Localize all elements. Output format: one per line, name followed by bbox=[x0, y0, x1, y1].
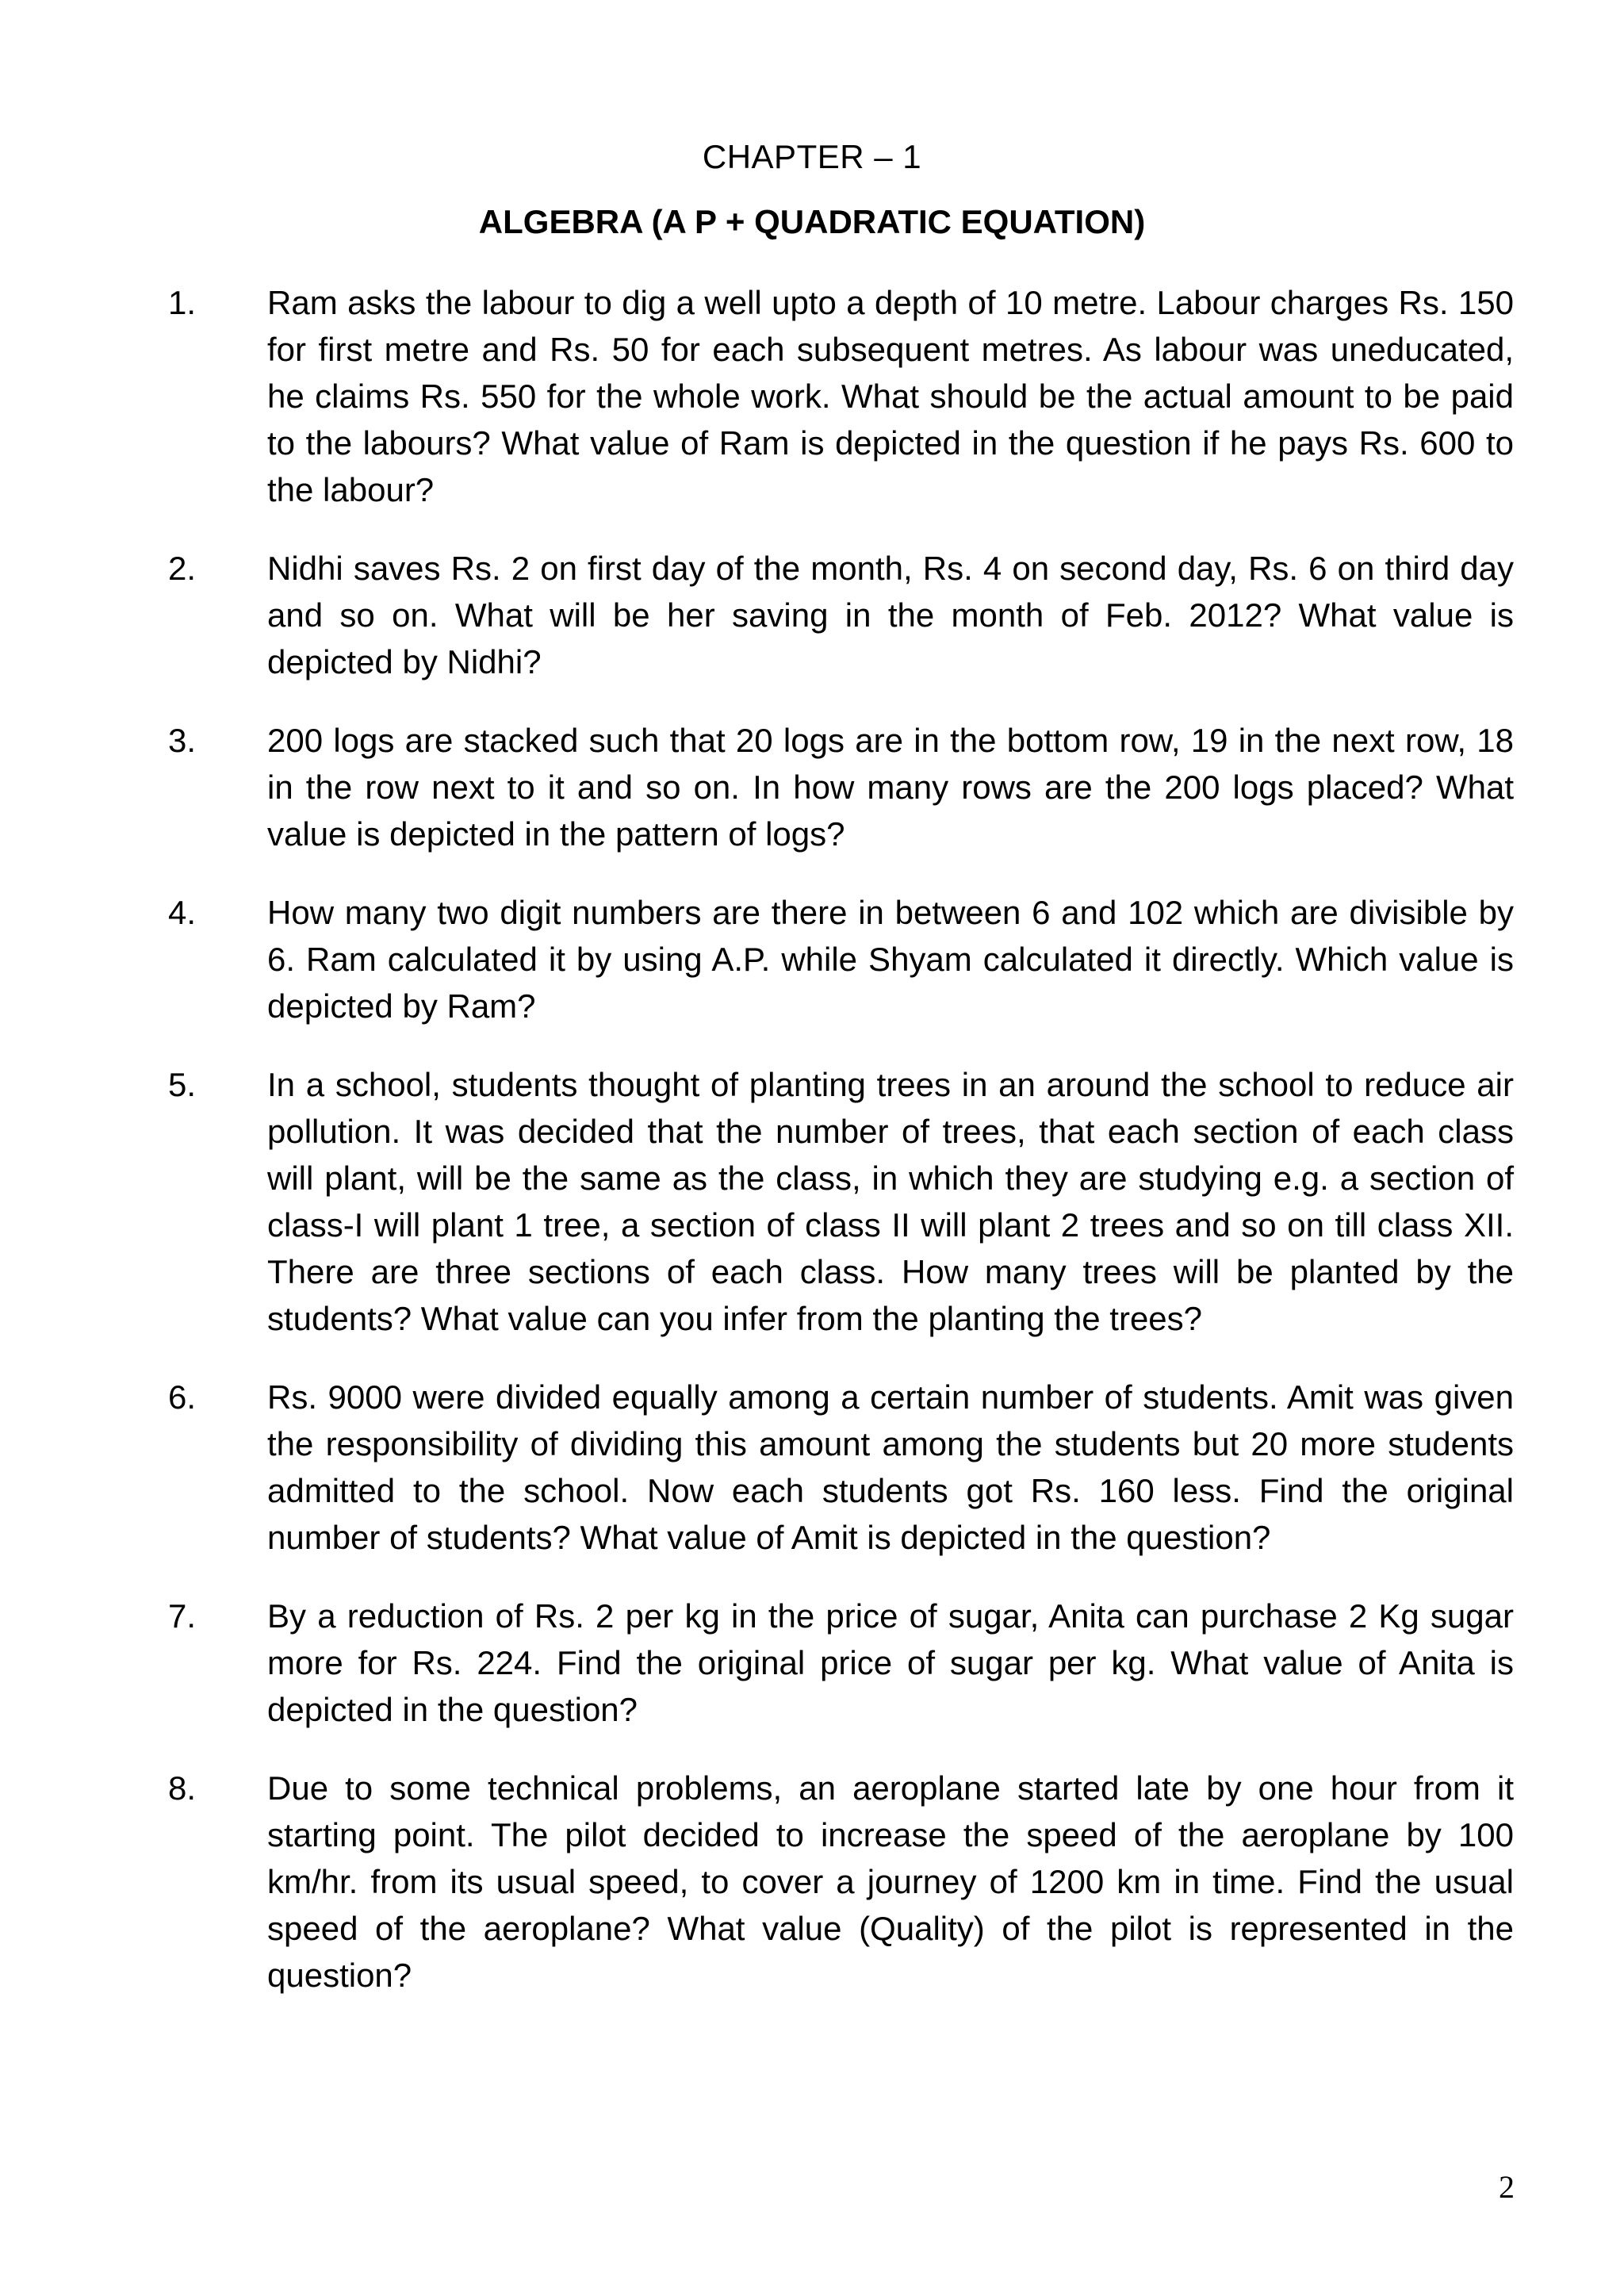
question-item bbox=[0, 1593, 1624, 1733]
page-number: 2 bbox=[1499, 2169, 1515, 2205]
question-text: Ram asks the labour to dig a well upto a depth of 10 metre. Labour charges Rs. 150 for first metre and Rs. 50 for each subsequent metres. As labour was uneducated, he claims Rs. 550 for the whole work. What should be the actual amount to be paid to the labours? What value of Ram is depicted in the question if he pays Rs. 600 to the labour? bbox=[267, 284, 1514, 508]
question-number: 2. bbox=[168, 550, 197, 587]
question-number: 6. bbox=[168, 1378, 197, 1416]
question-item bbox=[0, 1374, 1624, 1561]
question-text: Nidhi saves Rs. 2 on first day of the month, Rs. 4 on second day, Rs. 6 on third day and so on. What will be her saving in the month of Feb. 2012? What value is depicted by Nidhi? bbox=[267, 550, 1514, 680]
question-text: Rs. 9000 were divided equally among a certain number of students. Amit was given the responsibility of dividing this amount among the students but 20 more students admitted to the school. Now each students got Rs. 160 less. Find the original number of students? What value of Amit is depicted in the question? bbox=[267, 1378, 1514, 1556]
question-item bbox=[0, 889, 1624, 1029]
question-number: 8. bbox=[168, 1769, 197, 1807]
question-number: 7. bbox=[168, 1597, 197, 1635]
question-text: Due to some technical problems, an aeroplane started late by one hour from it starting point. The pilot decided to increase the speed of the aeroplane by 100 km/hr. from its usual speed, to cover a journey of 1200 km in time. Find the usual speed of the aeroplane? What value (Quality) of the pilot is represented in the question? bbox=[267, 1769, 1514, 1994]
question-item bbox=[0, 1765, 1624, 1999]
question-number: 5. bbox=[168, 1066, 197, 1103]
question-item bbox=[0, 717, 1624, 857]
question-item bbox=[0, 279, 1624, 513]
question-text: In a school, students thought of planting trees in an around the school to reduce air pollution. It was decided that the number of trees, that each section of each class will plant, will be the same as the class, in which they are studying e.g. a section of class-I will plant 1 tree, a section of class II will plant 2 trees and so on till class XII. There are three sections of each class. How many trees will be planted by the students? What value can you infer from the planting the trees? bbox=[267, 1066, 1514, 1337]
question-item bbox=[0, 1061, 1624, 1342]
question-number: 1. bbox=[168, 284, 197, 321]
question-number: 4. bbox=[168, 894, 197, 931]
question-number: 3. bbox=[168, 722, 197, 759]
question-item bbox=[0, 545, 1624, 685]
question-text: How many two digit numbers are there in between 6 and 102 which are divisible by 6. Ram calculated it by using A.P. while Shyam calculated it directly. Which value is depicted by Ram? bbox=[267, 894, 1514, 1025]
question-text: 200 logs are stacked such that 20 logs are in the bottom row, 19 in the next row, 18 in the row next to it and so on. In how many rows are the 200 logs placed? What value is depicted in the pattern of logs? bbox=[267, 722, 1514, 853]
chapter-title: ALGEBRA (A P + QUADRATIC EQUATION) bbox=[478, 203, 1146, 240]
question-text: By a reduction of Rs. 2 per kg in the price of sugar, Anita can purchase 2 Kg sugar more for Rs. 224. Find the original price of sugar per kg. What value of Anita is depicted in the question? bbox=[267, 1597, 1514, 1728]
chapter-heading: CHAPTER – 1 bbox=[702, 138, 922, 175]
question-list bbox=[0, 279, 1624, 2030]
